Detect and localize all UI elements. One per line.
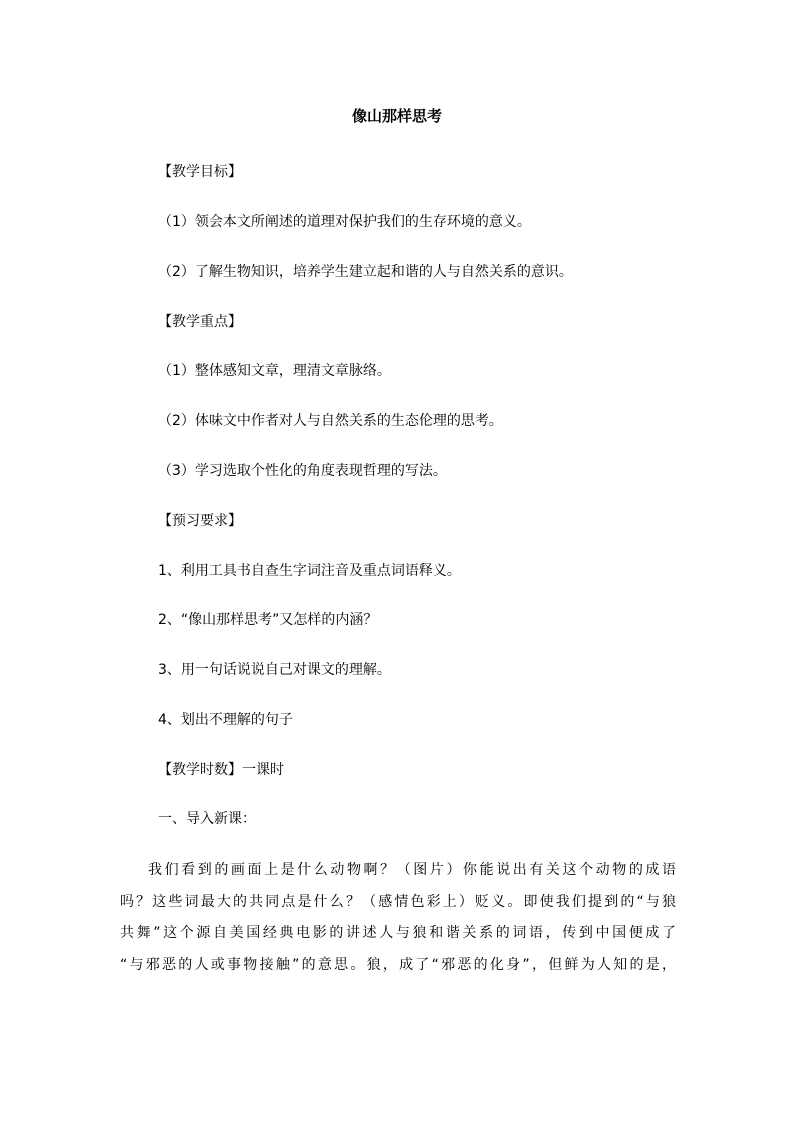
document-title: 像山那样思考 bbox=[351, 107, 442, 125]
key-points-heading: 【教学重点】 bbox=[158, 314, 242, 330]
preview-item-1: 1、利用工具书自查生字词注音及重点词语释义。 bbox=[158, 563, 461, 579]
key-point-item-1: （1）整体感知文章，理清文章脉络。 bbox=[158, 363, 391, 379]
paragraph-line: 吗？这些词最大的共同点是什么？（感情色彩上）贬义。即使我们提到的“与狼 bbox=[120, 893, 676, 910]
preview-item-4: 4、划出不理解的句子 bbox=[158, 712, 293, 728]
teaching-hours: 【教学时数】一课时 bbox=[158, 762, 284, 778]
paragraph-line: “与邪恶的人或事物接触”的意思。狼，成了“邪恶的化身”，但鲜为人知的是， bbox=[120, 956, 676, 973]
intro-heading: 一、导入新课： bbox=[158, 811, 256, 827]
objective-item-2: （2）了解生物知识，培养学生建立起和谐的人与自然关系的意识。 bbox=[158, 264, 573, 280]
paragraph-line: 共舞”这个源自美国经典电影的讲述人与狼和谐关系的词语，传到中国便成了 bbox=[120, 925, 676, 941]
intro-paragraph bbox=[120, 855, 676, 981]
preview-item-3: 3、用一句话说说自己对课文的理解。 bbox=[158, 662, 391, 678]
objective-item-1: （1）领会本文所阐述的道理对保护我们的生存环境的意义。 bbox=[158, 214, 531, 230]
paragraph-line: 我们看到的画面上是什么动物啊？（图片）你能说出有关这个动物的成语 bbox=[148, 862, 676, 878]
key-point-item-2: （2）体味文中作者对人与自然关系的生态伦理的思考。 bbox=[158, 413, 503, 429]
objectives-heading: 【教学目标】 bbox=[158, 164, 242, 180]
key-point-item-3: （3）学习选取个性化的角度表现哲理的写法。 bbox=[158, 463, 447, 479]
preview-item-2: 2、“像山那样思考”又怎样的内涵？ bbox=[158, 612, 378, 628]
preview-heading: 【预习要求】 bbox=[158, 513, 242, 529]
